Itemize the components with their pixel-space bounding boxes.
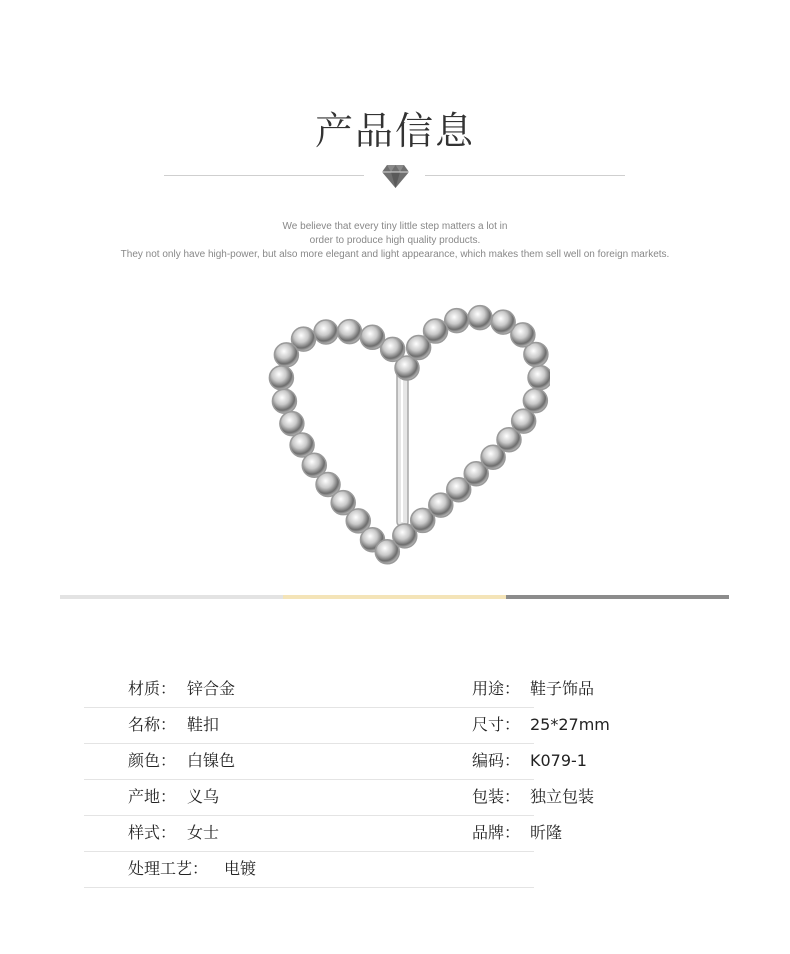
page-title: 产品信息 bbox=[314, 109, 475, 153]
spec-row-process bbox=[84, 851, 534, 888]
spec-value: 鞋子饰品 bbox=[530, 679, 595, 698]
spec-label: 产地： bbox=[128, 787, 177, 806]
tagline-line-2: order to produce high quality products. bbox=[309, 235, 481, 246]
spec-value: 昕隆 bbox=[530, 823, 563, 842]
spec-row-origin bbox=[84, 779, 534, 816]
rhinestone bbox=[360, 325, 384, 349]
rhinestone bbox=[407, 335, 431, 359]
rhinestone bbox=[272, 389, 296, 413]
heart-buckle-image bbox=[260, 300, 550, 570]
spec-label: 尺寸： bbox=[472, 715, 521, 734]
divider-right bbox=[425, 175, 625, 176]
color-bar-dark bbox=[506, 595, 729, 599]
spec-row-usage bbox=[470, 671, 595, 707]
spec-value: 锌合金 bbox=[187, 679, 236, 698]
color-bar-gray bbox=[60, 595, 283, 599]
rhinestone bbox=[491, 310, 515, 334]
spec-row-brand bbox=[470, 815, 563, 851]
spec-value: 白镍色 bbox=[187, 751, 236, 770]
rhinestone bbox=[274, 343, 298, 367]
spec-value: 义乌 bbox=[187, 787, 220, 806]
tagline-line-1: We believe that every tiny little step matters a lot in bbox=[282, 221, 508, 232]
spec-value: 鞋扣 bbox=[187, 715, 220, 734]
rhinestone bbox=[445, 309, 469, 333]
tagline-line-3: They not only have high-power, but also more elegant and light appearance, which makes them sell well on foreign markets. bbox=[120, 249, 670, 260]
spec-label: 编码： bbox=[472, 751, 521, 770]
spec-label: 样式： bbox=[128, 823, 177, 842]
spec-value: 电镀 bbox=[224, 859, 257, 878]
spec-value: 女士 bbox=[187, 823, 220, 842]
spec-label: 包装： bbox=[472, 787, 521, 806]
rhinestone bbox=[314, 320, 338, 344]
rhinestone bbox=[468, 306, 492, 330]
spec-row-size bbox=[470, 707, 610, 743]
divider-left bbox=[164, 175, 364, 176]
rhinestone bbox=[280, 412, 304, 436]
spec-label: 用途： bbox=[472, 679, 521, 698]
spec-value: 独立包装 bbox=[530, 787, 595, 806]
rhinestone bbox=[269, 366, 293, 390]
spec-row-material bbox=[84, 671, 534, 708]
spec-value: K079-1 bbox=[530, 751, 587, 770]
spec-label: 品牌： bbox=[472, 823, 521, 842]
spec-value: 25*27mm bbox=[530, 715, 610, 734]
diamond-icon bbox=[381, 164, 410, 189]
spec-label: 材质： bbox=[128, 679, 177, 698]
rhinestone bbox=[338, 320, 362, 344]
spec-label: 颜色： bbox=[128, 751, 177, 770]
spec-row-color bbox=[84, 743, 534, 780]
spec-row-style bbox=[84, 815, 534, 852]
color-bar-cream bbox=[283, 595, 506, 599]
rhinestone bbox=[528, 366, 550, 390]
spec-label: 处理工艺： bbox=[128, 859, 209, 878]
spec-label: 名称： bbox=[128, 715, 177, 734]
spec-row-package bbox=[470, 779, 595, 815]
spec-row-name bbox=[84, 707, 534, 744]
rhinestone bbox=[523, 389, 547, 413]
spec-row-code bbox=[470, 743, 587, 779]
